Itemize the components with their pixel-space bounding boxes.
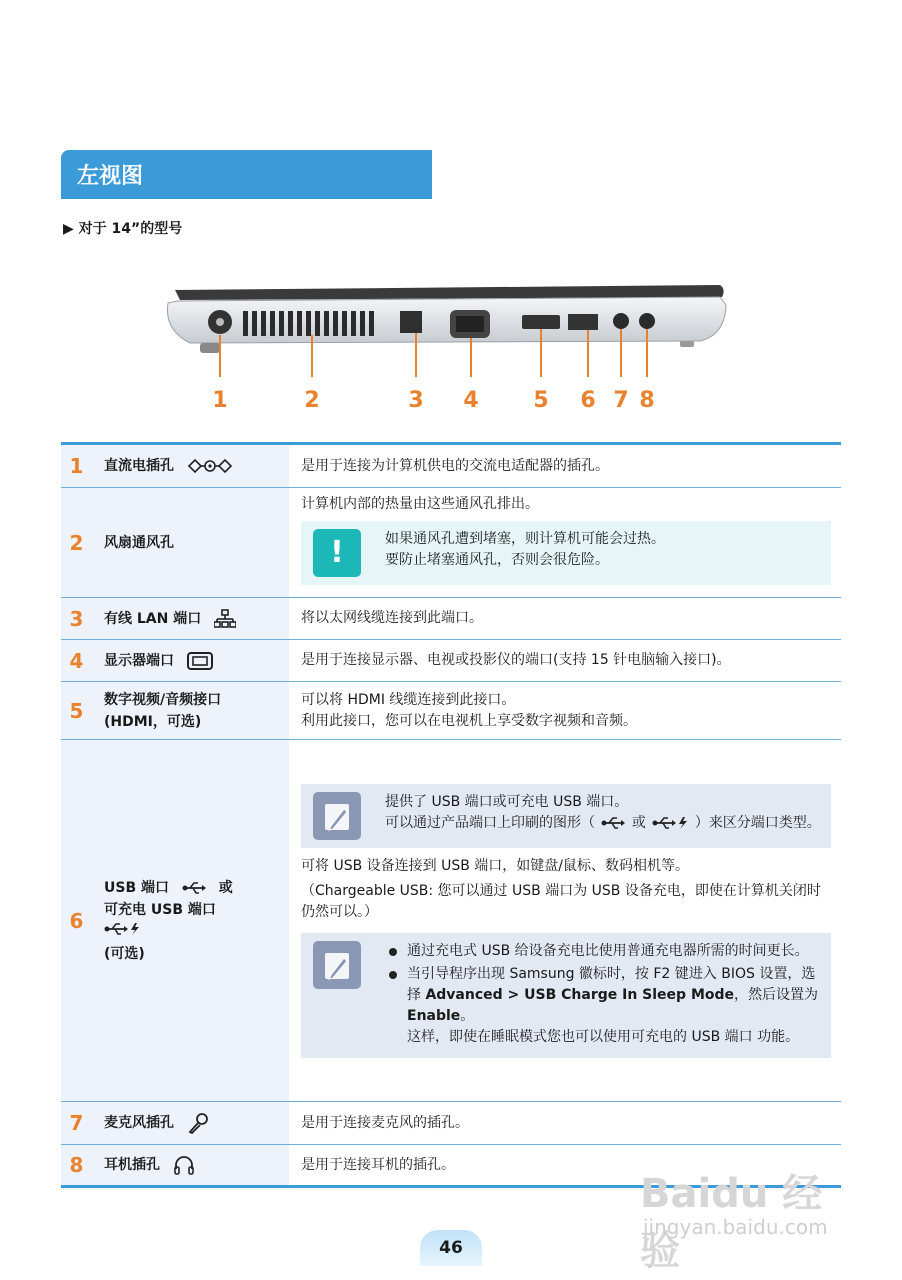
watermark-text: Baidu 经验 <box>640 1171 823 1274</box>
chargeable-usb-icon <box>104 922 140 936</box>
table-row <box>61 444 841 488</box>
row-number: 1 <box>61 444 92 488</box>
lan-icon <box>214 609 236 629</box>
row-name-text: 有线 LAN 端口 <box>104 610 202 627</box>
bullet-text: 当引导程序出现 Samsung 徽标时，按 F2 键进入 BIOS 设置，选择 <box>407 965 816 1003</box>
bullet-option: Enable <box>407 1007 461 1024</box>
row-number: 5 <box>61 682 92 740</box>
row-number: 4 <box>61 640 92 682</box>
row-number: 2 <box>61 488 92 598</box>
row-name-line: (可选) <box>104 945 145 962</box>
table-row <box>61 488 841 598</box>
row-number: 6 <box>61 740 92 1102</box>
callout-2: 2 <box>304 388 320 413</box>
section-title: 左视图 <box>77 164 144 189</box>
row-name <box>92 1102 289 1145</box>
row-name <box>92 640 289 682</box>
page-number: 46 <box>420 1230 482 1266</box>
watermark-logo <box>640 1150 850 1274</box>
warning-note <box>301 521 831 585</box>
row-desc <box>289 682 841 740</box>
note-line: 如果通风孔遭到堵塞，则计算机可能会过热。 <box>385 531 665 547</box>
row-desc: 将以太网线缆连接到此端口。 <box>301 610 483 626</box>
row-number: 8 <box>61 1145 92 1187</box>
note-line: ）来区分端口类型。 <box>694 814 821 831</box>
row-name <box>92 682 289 740</box>
row-name-line: 数字视频/音频接口 <box>104 691 222 708</box>
port-spec-table <box>61 442 841 1188</box>
pencil-note-icon <box>313 941 361 989</box>
row-number: 7 <box>61 1102 92 1145</box>
row-desc-line: 可以将 HDMI 线缆连接到此接口。 <box>301 691 516 708</box>
row-name-text: 耳机插孔 <box>104 1157 160 1173</box>
row-name <box>92 740 289 1102</box>
row-name-line: USB 端口 <box>104 879 169 896</box>
row-desc-text: 计算机内部的热量由这些通风孔排出。 <box>301 496 539 512</box>
bullet-text: 这样，即使在睡眠模式您也可以使用可充电的 USB 端口 功能。 <box>407 1028 800 1045</box>
callout-6: 6 <box>580 388 596 413</box>
table-row <box>61 1102 841 1145</box>
row-desc: 是用于连接显示器、电视或投影仪的端口(支持 15 针电脑输入接口)。 <box>301 652 731 668</box>
table-row <box>61 740 841 1102</box>
row-desc-line: 可将 USB 设备连接到 USB 端口，如键盘/鼠标、数码相机等。 <box>301 857 689 874</box>
callout-7: 7 <box>613 388 629 413</box>
row-name <box>92 444 289 488</box>
headphone-icon <box>173 1154 195 1176</box>
bullet-text: 。 <box>460 1007 475 1024</box>
row-name-text: 显示器端口 <box>104 652 174 669</box>
note-line: 要防止堵塞通风孔，否则会很危险。 <box>385 552 609 568</box>
row-name-or: 或 <box>218 879 233 896</box>
row-desc: 是用于连接为计算机供电的交流电适配器的插孔。 <box>301 457 609 474</box>
bullet-menu-path: Advanced > USB Charge In Sleep Mode <box>425 986 735 1003</box>
section-title-bar <box>61 150 432 199</box>
note-line: 可以通过产品端口上印刷的图形（ <box>385 814 595 831</box>
model-subtitle: ▶ 对于 14”的型号 <box>63 221 183 237</box>
table-row <box>61 598 841 640</box>
pencil-note-icon <box>313 792 361 840</box>
table-row <box>61 640 841 682</box>
row-desc: 是用于连接耳机的插孔。 <box>301 1156 455 1173</box>
bullet-text: ，然后设置为 <box>734 986 819 1003</box>
info-note <box>301 933 831 1058</box>
exclamation-icon: ! <box>313 529 361 577</box>
chargeable-usb-icon <box>650 816 690 830</box>
monitor-icon <box>187 652 213 670</box>
row-desc-line: （Chargeable USB: 您可以通过 USB 端口为 USB 设备充电，即使在计算机关闭时仍然可以。） <box>301 882 821 920</box>
row-name <box>92 1145 289 1187</box>
row-desc-line: 利用此接口，您可以在电视机上享受数字视频和音频。 <box>301 712 637 729</box>
note-or: 或 <box>631 814 646 831</box>
usb-icon <box>182 882 206 894</box>
row-name <box>92 598 289 640</box>
callout-3: 3 <box>408 388 424 413</box>
row-number: 3 <box>61 598 92 640</box>
row-name: 风扇通风孔 <box>92 488 289 598</box>
row-name-text: 直流电插孔 <box>104 458 174 474</box>
callout-8: 8 <box>639 388 655 413</box>
row-name-line: (HDMI，可选) <box>104 713 202 730</box>
note-bullet: 通过充电式 USB 给设备充电比使用普通充电器所需的时间更长。 <box>385 941 821 962</box>
table-row <box>61 682 841 740</box>
watermark-url: jingyan.baidu.com <box>643 1215 828 1239</box>
row-name-line: 可充电 USB 端口 <box>104 901 216 918</box>
dc-power-icon <box>187 459 233 473</box>
callout-5: 5 <box>533 388 549 413</box>
note-bullet <box>385 964 821 1048</box>
microphone-icon <box>187 1112 209 1134</box>
callout-1: 1 <box>212 388 228 413</box>
note-line: 提供了 USB 端口或可充电 USB 端口。 <box>385 793 629 810</box>
row-name-text: 麦克风插孔 <box>104 1115 174 1131</box>
laptop-left-side-illustration <box>160 275 740 415</box>
row-desc: 是用于连接麦克风的插孔。 <box>301 1114 469 1131</box>
row-desc <box>289 488 841 598</box>
info-note <box>301 784 831 848</box>
usb-icon <box>599 817 627 829</box>
callout-4: 4 <box>463 388 479 413</box>
row-desc <box>289 740 841 1102</box>
